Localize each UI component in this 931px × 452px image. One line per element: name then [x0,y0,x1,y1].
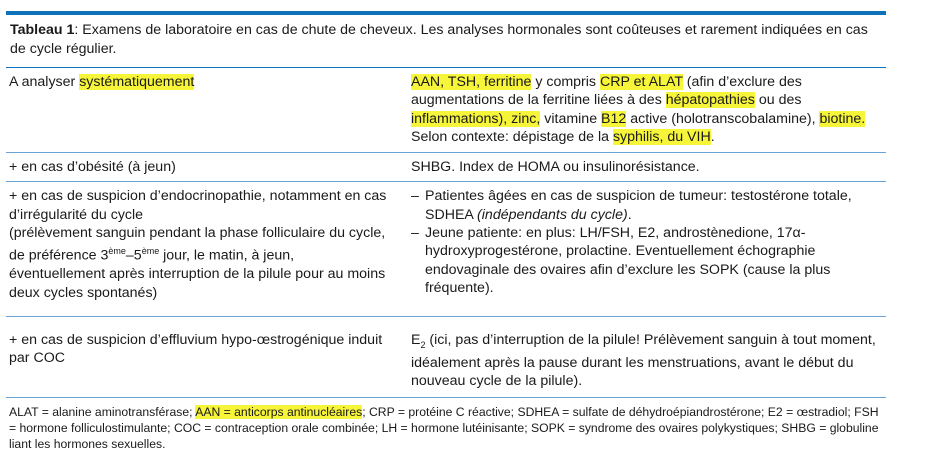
dash-marker: – [411,188,419,205]
list-item-text [425,187,882,224]
row-condition [6,187,411,302]
condition-note [9,224,393,302]
note-text: jour, le matin, à jeun, éventuellement après interruption de la pilule pour au moins deux cycles spontanés) [9,248,386,301]
tests-text: y compris [531,74,600,90]
dash-marker: – [411,225,419,242]
condition-text: + en cas de suspicion d’endocrinopathie, notamment en cas d’irrégularité du cycle [9,188,387,223]
table-caption [6,15,886,67]
table-frame [6,11,886,452]
highlight-systematic: systématiquement [79,74,195,90]
highlight-syphilis: syphilis, du VIH [612,128,711,145]
table-row [6,68,886,152]
table-row [6,153,886,181]
caption-label: Tableau 1 [10,22,75,38]
row-tests [411,331,886,391]
tests-text: . [710,128,715,145]
footnote-text: ALAT = alanine aminotransférase; [9,404,196,419]
row-condition: + en cas de suspicion d’effluvium hypo-œstrogénique induit par COC [9,332,383,367]
row-condition: + en cas d’obésité (à jeun) [9,159,176,176]
tests-text: Selon contexte: dépistage de la [411,128,613,145]
note-text: (prélèvement sanguin pendant la phase folliculaire du cycle, de préférence 3 [9,225,386,265]
tests-text: E [411,332,421,348]
tests-text: active (holotranscobalamine), [626,110,820,127]
footnote-text: ; CRP = protéine C réactive; SDHEA = sulfate de déhydroépiandrostérone; E2 = œstradiol; FSH = hormone folliculostimulante; COC = contraception orale combinée; LH = hormone lutéinisante; SOPK = syndrome des ovaires polykystiques; SHBG = globuline liant les hormones sexuelles. [9,404,879,452]
item-text: . [627,206,632,223]
caption-text: : Examens de laboratoire en cas de chute de cheveux. Les analyses hormonales sont coûteuses et rarement indiquées en cas de cycle régulier. [10,22,868,57]
list-item [411,224,882,297]
highlight-hepatopathies: hépatopathies [665,92,755,109]
tests-text: (ici, pas d’interruption de la pilule! Prélèvement sanguin à tout moment, idéalement après la pause durant les menstruations, avant le début du nouveau cycle de la pilule). [411,332,876,390]
list-item [411,187,882,224]
highlight-b12: B12 [601,110,627,127]
highlight-aan-definition: AAN = anticorps antinucléaires [195,404,363,419]
item-text: Patientes âgées en cas de suspicion de tumeur: testostérone totale, SDHEA [425,188,852,223]
highlight-aan-tsh: AAN, TSH, ferritine [411,74,532,90]
row-condition [6,73,411,146]
row-tests [411,73,886,146]
list-item-text: Jeune patiente: en plus: LH/FSH, E2, androstènedione, 17α-hydroxyprogestérone, prolactine. Eventuellement échographie endovaginale des ovaires afin d’exclure les SOPK (cause la plus fréquente). [425,225,831,296]
tests-sub: 2 [420,339,426,350]
item-italic: (indépendants du cycle) [477,206,628,223]
note-text: –5 [125,248,142,265]
condition-text: A analyser [9,74,80,90]
note-sup: ème [108,246,126,257]
tests-text: ou des [754,92,802,109]
highlight-inflammations: inflammations), zinc, [411,110,541,127]
highlight-crp-alat: CRP et ALAT [599,74,683,90]
tests-text: vitamine [540,110,602,127]
row-tests: SHBG. Index de HOMA ou insulinorésistance. [411,159,700,176]
table-footnote [6,398,886,452]
tests-text: (afin d’exclure des augmentations de la ferritine liées à des [411,74,802,109]
row-tests [411,187,886,302]
table-row [6,182,886,316]
note-sup: ème [141,246,160,257]
table-row [6,317,886,397]
highlight-biotine: biotine. [819,110,866,127]
